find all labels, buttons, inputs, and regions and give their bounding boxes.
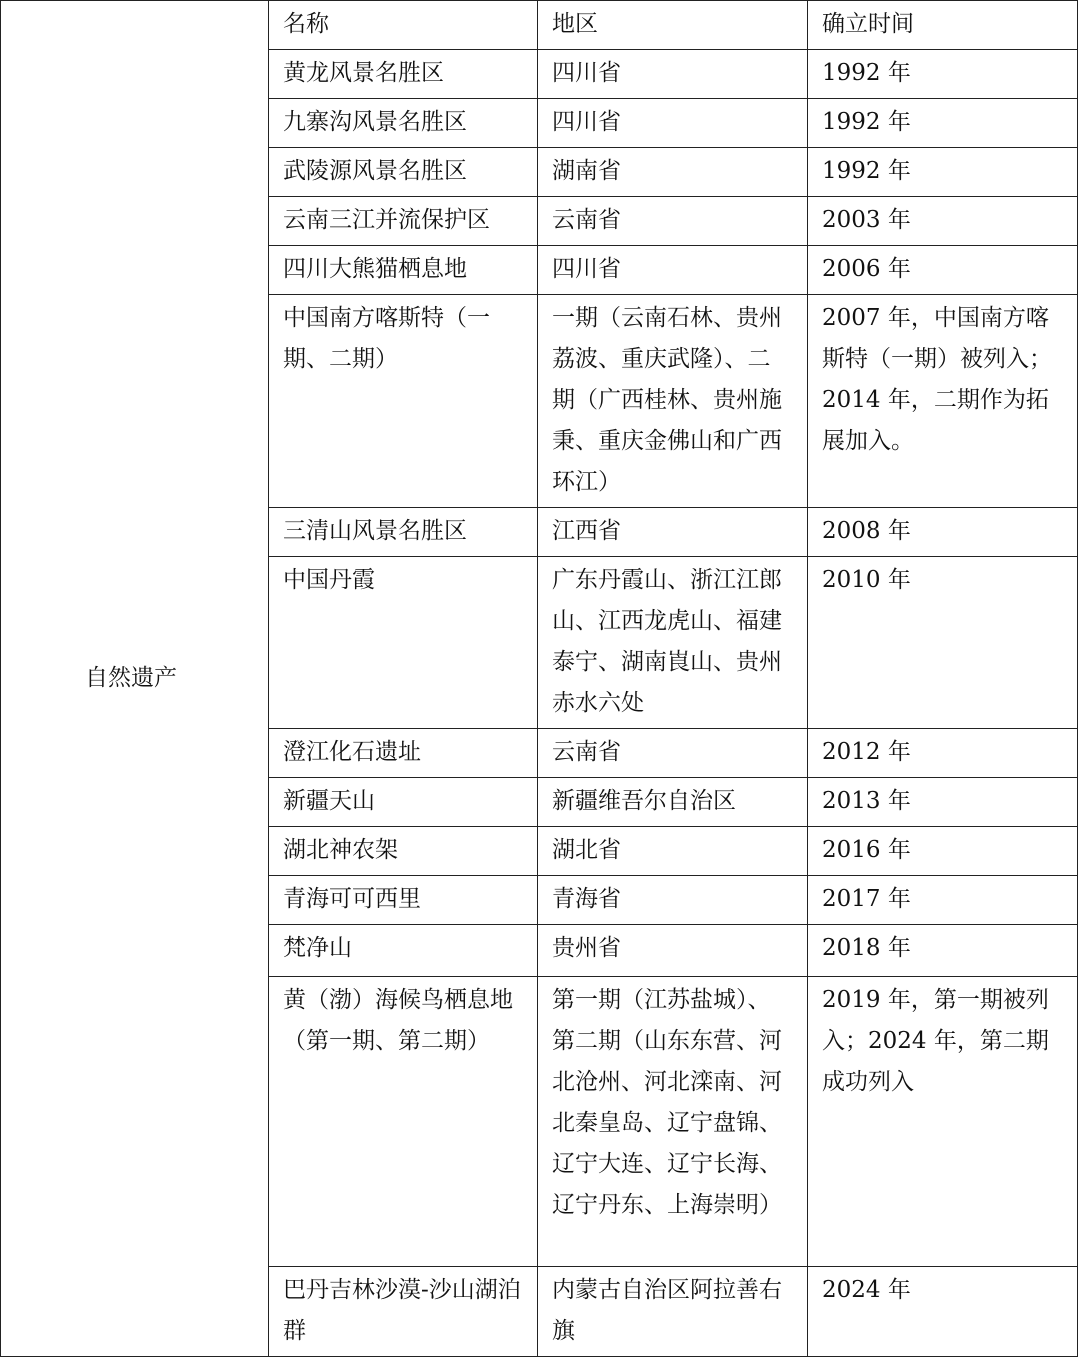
site-name: 中国南方喀斯特（一期、二期） — [269, 295, 538, 508]
site-name: 巴丹吉林沙漠-沙山湖泊群 — [269, 1267, 538, 1357]
site-region: 湖北省 — [538, 827, 808, 876]
category-cell: 自然遗产 — [1, 1, 269, 1357]
site-region: 云南省 — [538, 197, 808, 246]
site-name: 四川大熊猫栖息地 — [269, 246, 538, 295]
site-time: 2019 年，第一期被列入；2024 年，第二期成功列入 — [808, 977, 1078, 1267]
site-region: 四川省 — [538, 246, 808, 295]
site-time: 1992 年 — [808, 50, 1078, 99]
site-time: 2003 年 — [808, 197, 1078, 246]
site-time: 2016 年 — [808, 827, 1078, 876]
site-time: 2012 年 — [808, 729, 1078, 778]
site-region: 一期（云南石林、贵州荔波、重庆武隆）、二期（广西桂林、贵州施秉、重庆金佛山和广西环江） — [538, 295, 808, 508]
site-time: 2018 年 — [808, 925, 1078, 977]
site-name: 新疆天山 — [269, 778, 538, 827]
site-time: 2017 年 — [808, 876, 1078, 925]
site-name: 澄江化石遗址 — [269, 729, 538, 778]
site-name: 黄（渤）海候鸟栖息地（第一期、第二期） — [269, 977, 538, 1267]
site-region: 云南省 — [538, 729, 808, 778]
site-time: 2007 年，中国南方喀斯特（一期）被列入；2014 年，二期作为拓展加入。 — [808, 295, 1078, 508]
site-name: 武陵源风景名胜区 — [269, 148, 538, 197]
site-region: 贵州省 — [538, 925, 808, 977]
site-time: 2008 年 — [808, 508, 1078, 557]
site-time: 2006 年 — [808, 246, 1078, 295]
site-name: 青海可可西里 — [269, 876, 538, 925]
site-name: 三清山风景名胜区 — [269, 508, 538, 557]
site-region: 第一期（江苏盐城）、第二期（山东东营、河北沧州、河北滦南、河北秦皇岛、辽宁盘锦、辽宁大连、辽宁长海、辽宁丹东、上海崇明） — [538, 977, 808, 1267]
site-region: 江西省 — [538, 508, 808, 557]
site-name: 中国丹霞 — [269, 557, 538, 729]
site-time: 1992 年 — [808, 148, 1078, 197]
site-region: 广东丹霞山、浙江江郎山、江西龙虎山、福建泰宁、湖南崀山、贵州赤水六处 — [538, 557, 808, 729]
header-row — [1, 1, 1078, 50]
site-region: 湖南省 — [538, 148, 808, 197]
site-name: 云南三江并流保护区 — [269, 197, 538, 246]
site-name: 湖北神农架 — [269, 827, 538, 876]
site-name: 九寨沟风景名胜区 — [269, 99, 538, 148]
site-region: 内蒙古自治区阿拉善右旗 — [538, 1267, 808, 1357]
header-time: 确立时间 — [808, 1, 1078, 50]
site-name: 梵净山 — [269, 925, 538, 977]
site-name: 黄龙风景名胜区 — [269, 50, 538, 99]
site-region: 青海省 — [538, 876, 808, 925]
site-region: 新疆维吾尔自治区 — [538, 778, 808, 827]
site-time: 2013 年 — [808, 778, 1078, 827]
site-region: 四川省 — [538, 99, 808, 148]
header-region: 地区 — [538, 1, 808, 50]
site-time: 2010 年 — [808, 557, 1078, 729]
site-time: 2024 年 — [808, 1267, 1078, 1357]
site-time: 1992 年 — [808, 99, 1078, 148]
site-region: 四川省 — [538, 50, 808, 99]
header-name: 名称 — [269, 1, 538, 50]
